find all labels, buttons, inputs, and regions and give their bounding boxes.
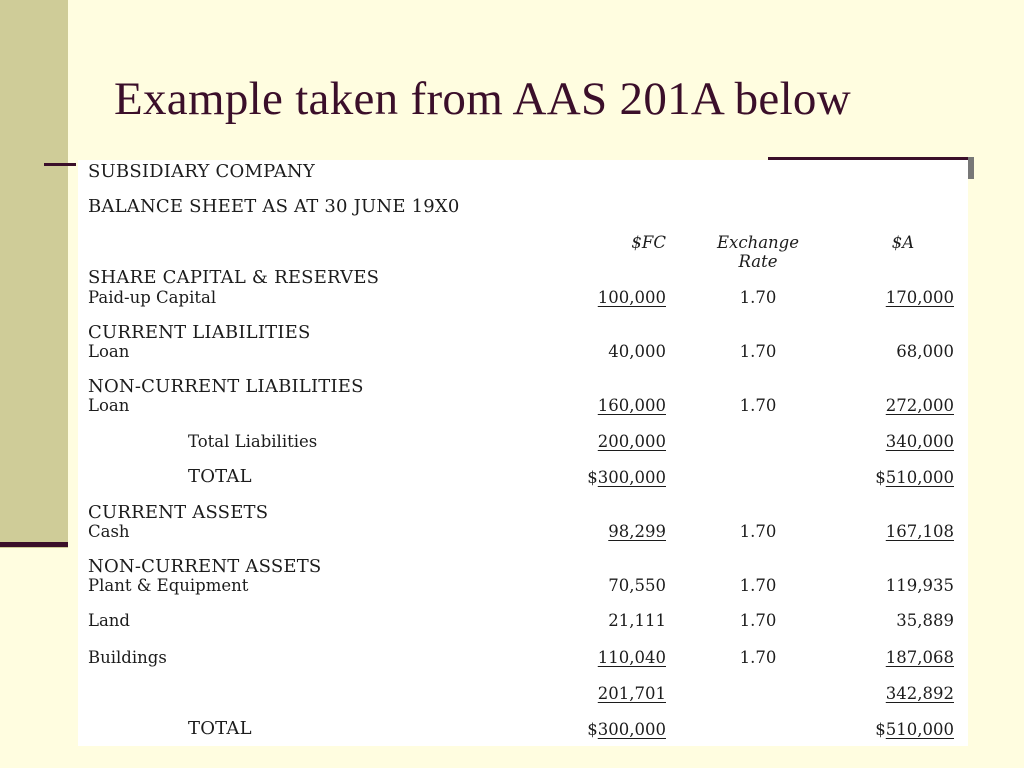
row-label-non-current-loan: Loan bbox=[88, 396, 130, 415]
value-a-land: 35,889 bbox=[896, 611, 954, 630]
value-a-cash: 167,108 bbox=[885, 522, 954, 541]
rate-land: 1.70 bbox=[739, 611, 777, 630]
decorative-rule-tick bbox=[968, 157, 974, 179]
value-a-total-2: 510,000 bbox=[885, 720, 954, 739]
dollar-a-total-2: $ bbox=[875, 720, 886, 739]
row-label-cash: Cash bbox=[88, 522, 130, 541]
decorative-rule-top bbox=[44, 163, 76, 166]
value-a-current-loan: 68,000 bbox=[896, 342, 954, 361]
section-current-liabilities: CURRENT LIABILITIES bbox=[88, 322, 311, 343]
company-heading: SUBSIDIARY COMPANY bbox=[88, 161, 315, 182]
value-a-paid-up-capital: 170,000 bbox=[885, 288, 954, 307]
column-header-rate-line1: Exchange bbox=[716, 233, 799, 252]
dollar-fc-total-1: $ bbox=[587, 468, 598, 487]
rate-non-current-loan: 1.70 bbox=[739, 396, 777, 415]
section-non-current-assets: NON-CURRENT ASSETS bbox=[88, 556, 322, 577]
row-label-total-assets: TOTAL bbox=[188, 718, 252, 739]
rate-current-loan: 1.70 bbox=[739, 342, 777, 361]
slide-title: Example taken from AAS 201A below bbox=[114, 73, 851, 125]
value-fc-plant: 70,550 bbox=[608, 576, 666, 595]
value-a-total-1: 510,000 bbox=[885, 468, 954, 487]
value-a-subtotal: 342,892 bbox=[885, 684, 954, 703]
row-label-plant: Plant & Equipment bbox=[88, 576, 249, 595]
value-a-plant: 119,935 bbox=[885, 576, 954, 595]
row-label-total-liabilities-equity: TOTAL bbox=[188, 466, 252, 487]
value-fc-paid-up-capital: 100,000 bbox=[597, 288, 666, 307]
row-label-current-loan: Loan bbox=[88, 342, 130, 361]
value-fc-total-liabilities: 200,000 bbox=[597, 432, 666, 451]
section-non-current-liabilities: NON-CURRENT LIABILITIES bbox=[88, 376, 364, 397]
dollar-fc-total-2: $ bbox=[587, 720, 598, 739]
value-a-buildings: 187,068 bbox=[885, 648, 954, 667]
value-fc-cash: 98,299 bbox=[608, 522, 666, 541]
section-share-capital: SHARE CAPITAL & RESERVES bbox=[88, 267, 380, 288]
balance-sheet-heading: BALANCE SHEET AS AT 30 JUNE 19X0 bbox=[88, 196, 460, 217]
row-label-paid-up-capital: Paid-up Capital bbox=[88, 288, 217, 307]
column-header-a: $A bbox=[891, 233, 915, 252]
value-fc-buildings: 110,040 bbox=[597, 648, 666, 667]
row-label-buildings: Buildings bbox=[88, 648, 167, 667]
dollar-a-total-1: $ bbox=[875, 468, 886, 487]
row-label-land: Land bbox=[88, 611, 130, 630]
value-fc-current-loan: 40,000 bbox=[608, 342, 666, 361]
value-fc-subtotal: 201,701 bbox=[597, 684, 666, 703]
balance-sheet-image bbox=[78, 160, 968, 746]
value-fc-total-1: 300,000 bbox=[597, 468, 666, 487]
row-label-total-liabilities: Total Liabilities bbox=[188, 432, 318, 451]
section-current-assets: CURRENT ASSETS bbox=[88, 502, 269, 523]
rate-buildings: 1.70 bbox=[739, 648, 777, 667]
value-a-total-liabilities: 340,000 bbox=[885, 432, 954, 451]
column-header-fc: $FC bbox=[631, 233, 666, 252]
rate-cash: 1.70 bbox=[739, 522, 777, 541]
value-a-non-current-loan: 272,000 bbox=[885, 396, 954, 415]
column-header-rate-line2: Rate bbox=[738, 252, 778, 271]
rate-paid-up-capital: 1.70 bbox=[739, 288, 777, 307]
decorative-rule-bottom bbox=[0, 542, 68, 547]
value-fc-land: 21,111 bbox=[608, 611, 666, 630]
value-fc-total-2: 300,000 bbox=[597, 720, 666, 739]
value-fc-non-current-loan: 160,000 bbox=[597, 396, 666, 415]
rate-plant: 1.70 bbox=[739, 576, 777, 595]
left-decorative-bar bbox=[0, 0, 68, 548]
